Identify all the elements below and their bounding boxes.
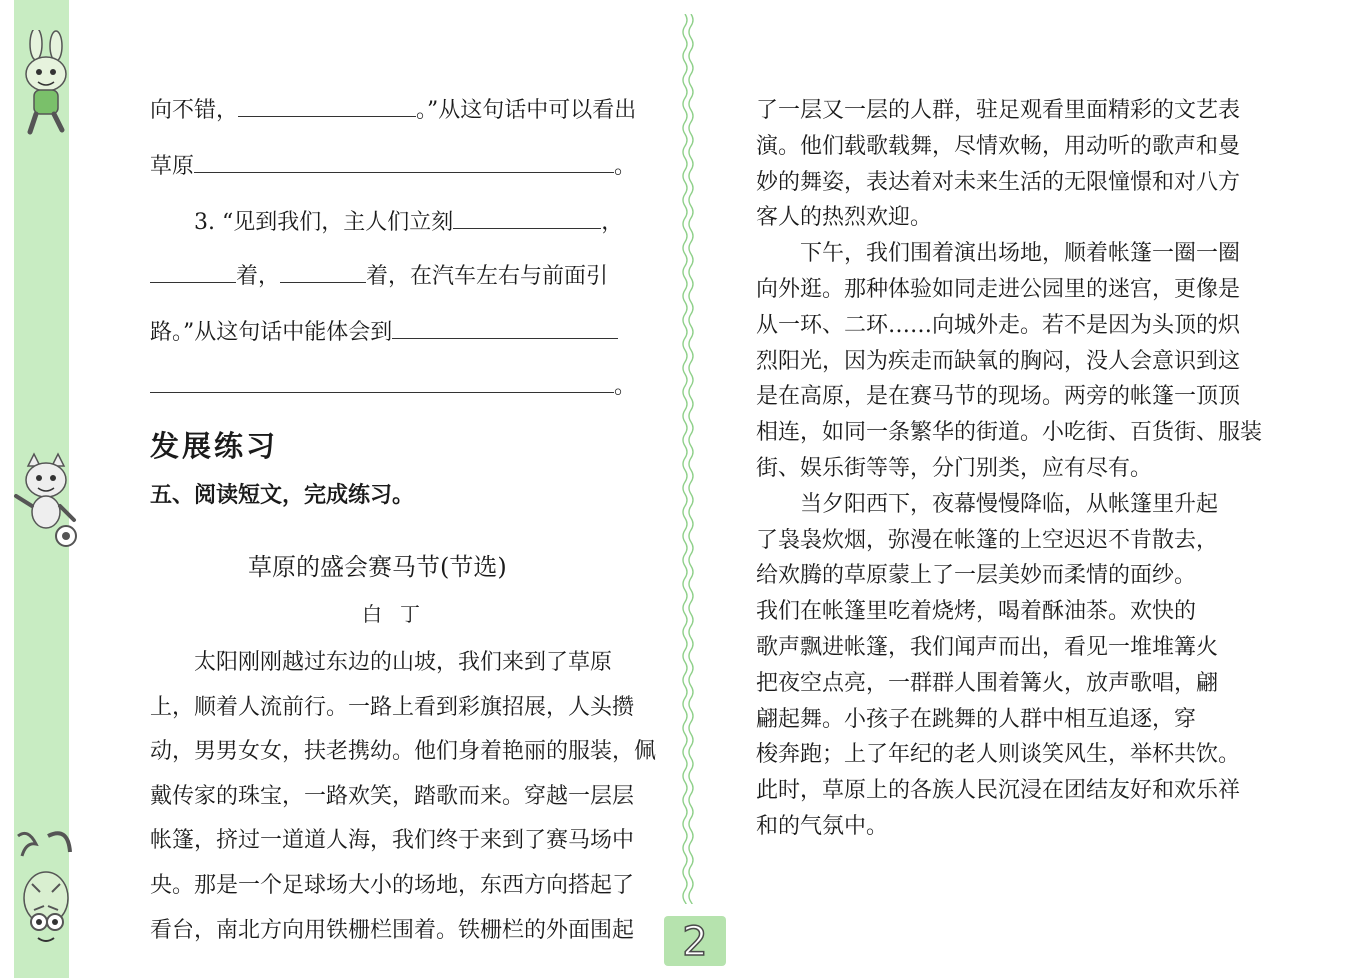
page-divider [680, 14, 696, 904]
answer-blank[interactable] [453, 210, 601, 229]
paragraph-line: 烈阳光，因为疾走而缺氧的胸闷，没人会意识到这 [756, 348, 1241, 374]
paragraph-line: 和的气氛中。 [756, 814, 889, 839]
paragraph-line: 是在高原，是在赛马节的现场。两旁的帐篷一顶顶 [756, 384, 1241, 410]
text-fragment: 3. “见到我们，主人们立刻 [194, 210, 454, 235]
paragraph-line: 我们在帐篷里吃着烧烤，喝着酥油茶。欢快的 [756, 599, 1197, 625]
paragraph-line: 演。他们载歌载舞，尽情欢畅，用动听的歌声和曼 [756, 133, 1241, 159]
paragraph-line: 戴传家的珠宝，一路欢笑，踏歌而来。穿越一层层 [150, 783, 635, 809]
q2-line-1 [150, 96, 636, 126]
q3-line-1 [194, 208, 623, 238]
article-author: 白丁 [362, 602, 438, 626]
paragraph-line: 妙的舞姿，表达着对未来生活的无限憧憬和对八方 [756, 169, 1241, 195]
paragraph-line: 给欢腾的草原蒙上了一层美妙而柔情的面纱。 [756, 563, 1197, 589]
paragraph-line: 太阳刚刚越过东边的山坡，我们来到了草原 [194, 650, 613, 675]
cat-mascot-icon [8, 452, 80, 552]
question-heading: 五、阅读短文，完成练习。 [150, 483, 415, 508]
article-title: 草原的盛会赛马节(节选) [248, 553, 507, 581]
paragraph-line: 街、娱乐街等等，分门别类，应有尽有。 [756, 456, 1153, 481]
paragraph-line: 此时，草原上的各族人民沉浸在团结友好和欢乐祥 [756, 778, 1241, 804]
q2-line-2 [150, 152, 636, 182]
paragraph-line: 当夕阳西下，夜幕慢慢降临，从帐篷里升起 [800, 491, 1219, 517]
answer-blank[interactable] [280, 264, 366, 283]
paragraph-line: 把夜空点亮，一群群人围着篝火，放声歌唱，翩 [756, 670, 1219, 696]
paragraph-line: 向外逛。那种体验如同走进公园里的迷宫，更像是 [756, 277, 1241, 302]
paragraph-line: 梭奔跑；上了年纪的老人则谈笑风生，举杯共饮。 [756, 742, 1241, 768]
tiger-mascot-icon [8, 826, 80, 966]
paragraph-line: 了一层又一层的人群，驻足观看里面精彩的文艺表 [756, 98, 1241, 123]
paragraph-line: 歌声飘进帐篷，我们闻声而出，看见一堆堆篝火 [756, 635, 1219, 660]
text-fragment: 着， [236, 264, 281, 289]
paragraph-line: 看台，南北方向用铁栅栏围着。铁栅栏的外面围起 [150, 917, 635, 943]
paragraph-line: 了袅袅炊烟，弥漫在帐篷的上空迟迟不肯散去， [756, 527, 1219, 553]
text-fragment: 。”从这句话中可以看出 [416, 98, 637, 123]
section-heading: 发展练习 [150, 429, 279, 463]
q3-line-2 [150, 262, 608, 292]
paragraph-line: 相连，如同一条繁华的街道。小吃街、百货街、服装 [756, 420, 1263, 446]
paragraph-line: 帐篷，挤过一道道人海，我们终于来到了赛马场中 [150, 828, 635, 854]
text-fragment: 着，在汽车左右与前面引 [366, 264, 609, 289]
page-number: 2 [664, 916, 726, 966]
answer-blank[interactable] [238, 98, 416, 117]
text-fragment: 路。”从这句话中能体会到 [150, 320, 393, 345]
answer-blank[interactable] [150, 374, 614, 393]
rabbit-mascot-icon [8, 30, 80, 140]
paragraph-line: 下午，我们围着演出场地，顺着帐篷一圈一圈 [800, 241, 1241, 267]
paragraph-line: 翩起舞。小孩子在跳舞的人群中相互追逐，穿 [756, 706, 1197, 732]
answer-blank[interactable] [392, 320, 618, 339]
text-fragment: ， [601, 210, 624, 235]
text-fragment: 。 [614, 154, 637, 179]
q3-line-3 [150, 318, 618, 348]
paragraph-line: 客人的热烈欢迎。 [756, 205, 933, 231]
paragraph-line: 上，顺着人流前行。一路上看到彩旗招展，人头攒 [150, 694, 635, 720]
text-fragment: 草原 [150, 154, 195, 179]
text-fragment: 。 [614, 374, 637, 399]
answer-blank[interactable] [194, 154, 614, 173]
paragraph-line: 从一环、二环……向城外走。若不是因为头顶的炽 [756, 312, 1241, 338]
q3-line-4 [150, 372, 636, 402]
answer-blank[interactable] [150, 264, 236, 283]
paragraph-line: 动，男男女女，扶老携幼。他们身着艳丽的服装，佩 [150, 739, 657, 765]
paragraph-line: 央。那是一个足球场大小的场地，东西方向搭起了 [150, 873, 635, 898]
text-fragment: 向不错， [150, 98, 239, 123]
